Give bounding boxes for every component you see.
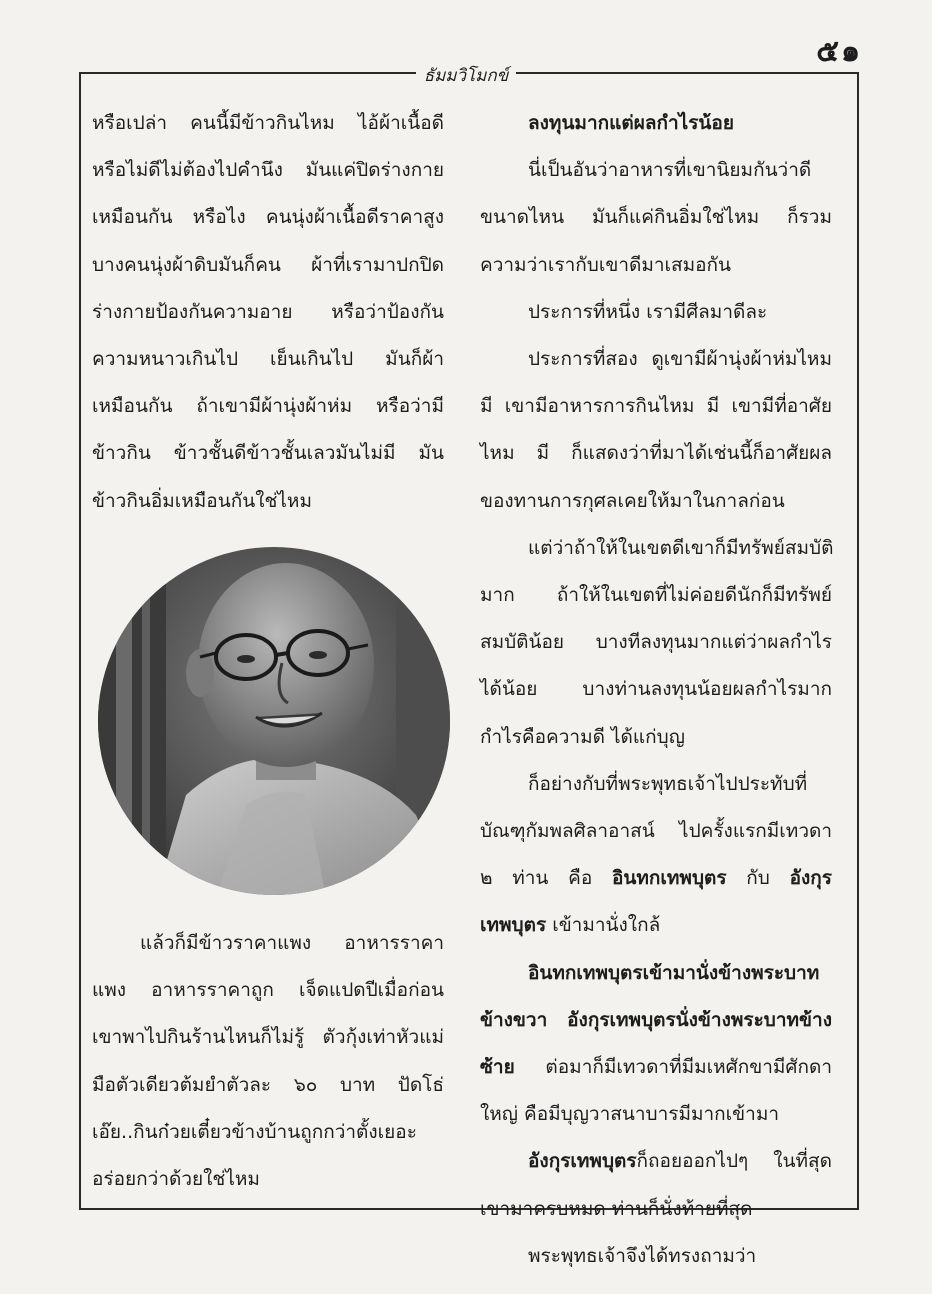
text-line: บางคนนุ่งผ้าดิบมันก็คน ผ้าที่เรามาปกปิด — [92, 253, 444, 276]
text-line: ใหญ่ คือมีบุญวาสนาบารมีมากเข้ามา — [480, 1103, 780, 1126]
text-line — [480, 855, 832, 902]
name-devaputta: เทพบุตร — [480, 914, 547, 937]
text-line: อินทกเทพบุตรเข้ามานั่งข้างพระบาท — [528, 961, 820, 984]
text-line: เขาพาไปกินร้านไหนก็ไม่รู้ ตัวกุ้งเท่าหัวแม่ — [92, 1026, 444, 1049]
text-line: แล้วก็มีข้าวราคาแพง อาหารราคา — [140, 932, 444, 954]
text-line: พระพุทธเจ้าจึงได้ทรงถามว่า — [528, 1244, 757, 1267]
text-line — [480, 902, 832, 949]
text-segment: ก็ถอยออกไปๆ ในที่สุด — [636, 1150, 832, 1173]
text-line: กำไรคือความดี ได้แก่บุญ — [480, 725, 685, 748]
text-line — [480, 1044, 832, 1091]
text-segment: ๒ ท่าน คือ — [480, 867, 593, 890]
text-segment-bold: ซ้าย — [480, 1056, 515, 1079]
running-title — [0, 62, 932, 89]
text-line: หรือเปล่า คนนี้มีข้าวกินไหม ไอ้ผ้าเนื้อดี — [92, 112, 444, 134]
text-line: ก็อย่างกับที่พระพุทธเจ้าไปประทับที่ — [528, 772, 808, 795]
text-line: ข้าวกิน ข้าวชั้นดีข้าวชั้นเลวมันไม่มี มัน — [92, 442, 444, 465]
text-line: หรือไม่ดีไม่ต้องไปคำนึง มันแค่ปิดร่างกาย — [92, 159, 444, 182]
text-line: มี เขามีอาหารการกินไหม มี เขามีที่อาศัย — [480, 395, 832, 418]
text-line: ขนาดไหน มันก็แค่กินอิ่มใช่ไหม ก็รวม — [480, 206, 832, 229]
name-indaka: อินทกเทพบุตร — [611, 867, 727, 890]
name-ankura-devaputta: อังกุรเทพบุตร — [528, 1150, 637, 1173]
text-line: ข้าวกินอิ่มเหมือนกันใช่ไหม — [92, 489, 312, 512]
text-line: ประการที่สอง ดูเขามีผ้านุ่งผ้าห่มไหม — [528, 348, 832, 371]
text-line: ของทานการกุศลเคยให้มาในกาลก่อน — [480, 489, 785, 512]
text-line: สมบัติน้อย บางทีลงทุนมากแต่ว่าผลกำไร — [480, 631, 832, 654]
monk-portrait-photo — [96, 545, 452, 897]
text-line: เหมือนกัน ถ้าเขามีผ้านุ่งผ้าห่ม หรือว่ามี — [92, 395, 444, 418]
page-number: ๕๑ — [816, 34, 862, 69]
text-line: ความว่าเรากับเขาดีมาเสมอกัน — [480, 253, 732, 276]
text-line: ความหนาวเกินไป เย็นเกินไป มันก็ผ้า — [92, 348, 444, 371]
text-line — [480, 1138, 832, 1185]
text-line: เอ๊ย..กินก๋วยเตี๋ยวข้างบ้านถูกกว่าตั้งเยอะ — [92, 1120, 417, 1143]
text-line: ข้างขวา อังกุรเทพบุตรนั่งข้างพระบาทข้าง — [480, 1008, 832, 1031]
left-column-lower — [92, 920, 444, 1203]
text-line: ไหม มี ก็แสดงว่าที่มาได้เช่นนี้ก็อาศัยผล — [480, 442, 832, 465]
text-line: ประการที่หนึ่ง เรามีศีลมาดีละ — [528, 300, 768, 323]
text-line: บัณฑุกัมพลศิลาอาสน์ ไปครั้งแรกมีเทวดา — [480, 820, 832, 843]
name-ankura: อังกุร — [789, 867, 832, 890]
text-line: เหมือนกัน หรือไง คนนุ่งผ้าเนื้อดีราคาสูง — [92, 206, 444, 229]
text-segment: ต่อมาก็มีเทวดาที่มีมเหศักขามีศักดา — [514, 1056, 832, 1079]
text-line: แพง อาหารราคาถูก เจ็ดแปดปีเมื่อก่อน — [92, 979, 444, 1002]
text-segment: กับ — [746, 867, 770, 890]
running-title-text: ธัมมวิโมกข์ — [416, 66, 517, 86]
text-line: เขามาครบหมด ท่านก็นั่งท้ายที่สุด — [480, 1197, 753, 1220]
text-line: มาก ถ้าให้ในเขตที่ไม่ค่อยดีนักก็มีทรัพย์ — [480, 584, 832, 607]
text-line: มือตัวเดียวต้มยำตัวละ ๖๐ บาท ปัดโธ่ — [92, 1073, 444, 1096]
text-segment: เข้ามานั่งใกล้ — [546, 914, 661, 937]
text-line: ร่างกายป้องกันความอาย หรือว่าป้องกัน — [92, 300, 444, 323]
text-line: แต่ว่าถ้าให้ในเขตดีเขาก็มีทรัพย์สมบัติ — [528, 536, 834, 559]
text-line: ได้น้อย บางท่านลงทุนน้อยผลกำไรมาก — [480, 678, 832, 701]
right-column — [480, 100, 832, 1280]
left-column-upper — [92, 100, 444, 525]
section-heading: ลงทุนมากแต่ผลกำไรน้อย — [528, 112, 734, 134]
text-line: นี่เป็นอันว่าอาหารที่เขานิยมกันว่าดี — [528, 159, 812, 182]
text-line: อร่อยกว่าด้วยใช่ไหม — [92, 1168, 260, 1191]
